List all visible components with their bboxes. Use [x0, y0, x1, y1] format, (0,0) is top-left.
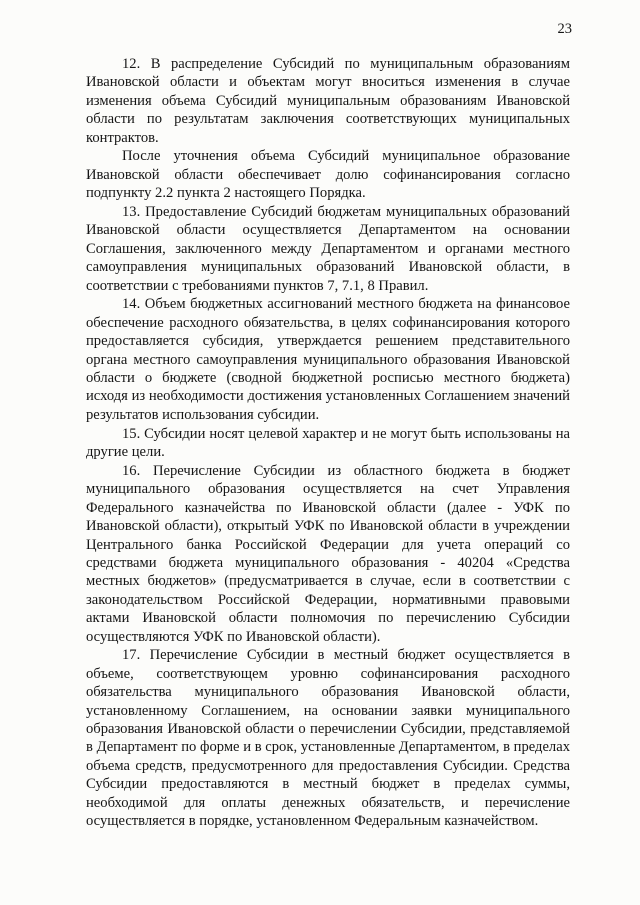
- page-number: 23: [557, 21, 572, 37]
- document-body: [86, 55, 570, 830]
- paragraph-12: 12. В распределение Субсидий по муниципальным образованиям Ивановской области и объектам могут вноситься изменения в случае изменения объема Субсидий муниципальным образованиям Ивановской области по результатам заключения соответствующих муниципальных контрактов.: [86, 56, 570, 146]
- paragraph-15: 15. Субсидии носят целевой характер и не могут быть использованы на другие цели.: [86, 425, 570, 461]
- paragraph-12-continuation: После уточнения объема Субсидий муниципальное образование Ивановской области обеспечивает долю софинансирования согласно подпункту 2.2 пункта 2 настоящего Порядка.: [86, 148, 570, 202]
- paragraph-14: 14. Объем бюджетных ассигнований местного бюджета на финансовое обеспечение расходного обязательства, в целях софинансирования которого предоставляется субсидия, утверждается решением представительного органа местного самоуправления муниципального образования Ивановской области о бюджете (сводной бюджетной росписью местного бюджета) исходя из необходимости достижения установленных Соглашением значений результатов использования субсидии.: [86, 296, 570, 423]
- paragraph-17: 17. Перечисление Субсидии в местный бюджет осуществляется в объеме, соответствующем уровню софинансирования расходного обязательства муниципального образования Ивановской области, установленному Соглашением, на основании заявки муниципального образования Ивановской области о перечислении Субсидии, представляемой в Департамент по форме и в срок, установленные Департаментом, в пределах объема средств, предусмотренного для предоставления Субсидии. Средства Субсидии предоставляются в местный бюджет в пределах суммы, необходимой для оплаты денежных обязательств, и перечисление осуществляется в порядке, установленном Федеральным казначейством.: [86, 647, 570, 829]
- paragraph-16: 16. Перечисление Субсидии из областного бюджета в бюджет муниципального образования осуществляется на счет Управления Федерального казначейства по Ивановской области (далее - УФК по Ивановской области), открытый УФК по Ивановской области в учреждении Центрального банка Российской Федерации для учета операций со средствами бюджета муниципального образования - 40204 «Средства местных бюджетов» (предусматривается в случае, если в соответствии с законодательством Российской Федерации, нормативными правовыми актами Ивановской области полномочия по перечислению Субсидии осуществляются УФК по Ивановской области).: [86, 462, 570, 645]
- paragraph-13: 13. Предоставление Субсидий бюджетам муниципальных образований Ивановской области осуществляется Департаментом на основании Соглашения, заключенного между Департаментом и органами местного самоуправления муниципальных образований Ивановской области, в соответствии с требованиями пунктов 7, 7.1, 8 Правил.: [86, 204, 570, 294]
